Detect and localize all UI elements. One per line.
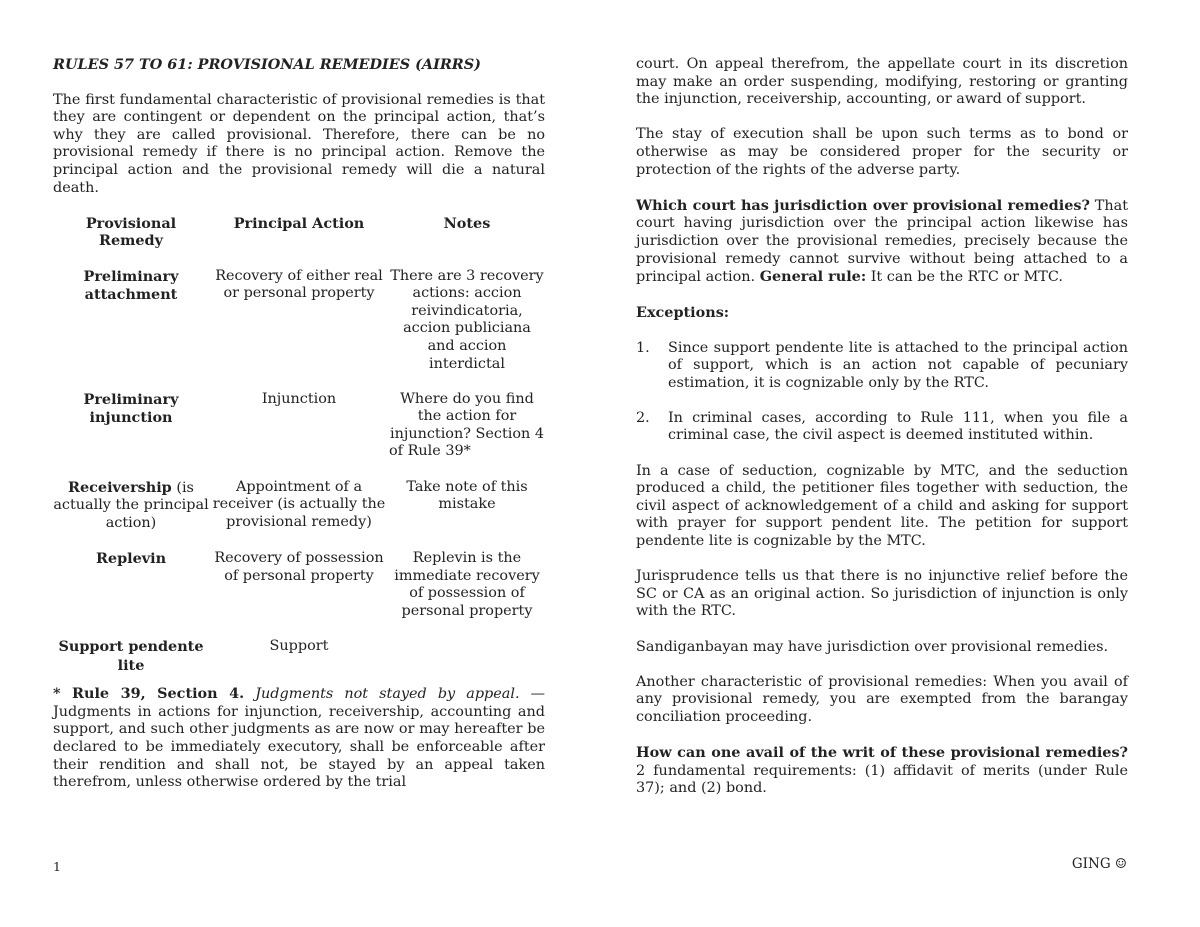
remedy-cell	[53, 479, 209, 550]
table-row	[53, 479, 545, 550]
rule39-heading: Judgments not stayed by appeal.	[244, 686, 520, 703]
document-title: RULES 57 TO 61: PROVISIONAL REMEDIES (AIRRS)	[53, 56, 481, 73]
exceptions-heading: Exceptions:	[636, 304, 730, 322]
table-row	[53, 391, 545, 479]
table-row	[53, 638, 545, 685]
barangay-paragraph: Another characteristic of provisional remedies: When you avail of any provisional remedy, you are exempted from the barangay conciliation proceeding.	[636, 673, 1128, 725]
remedy-cell	[53, 268, 209, 391]
principal-action-cell: Appointment of a receiver (is actually the provisional remedy)	[212, 478, 386, 530]
table-header-row	[53, 215, 545, 268]
rule39-label: * Rule 39, Section 4.	[53, 685, 245, 703]
list-number: 1.	[636, 339, 650, 356]
remedy-cell	[53, 550, 209, 638]
table-row	[53, 550, 545, 638]
list-text: Since support pendente lite is attached to the principal action of support, which is an action not capable of pecuniary estimation, it is cognizable only by the RTC.	[668, 339, 1128, 391]
appeal-paragraph: court. On appeal therefrom, the appellate court in its discretion may make an order suspending, modifying, restoring or granting the injunction, receivership, accounting, or award of support.	[636, 56, 1128, 108]
remedy-cell	[53, 638, 209, 685]
right-column	[636, 56, 1128, 798]
stay-execution-paragraph: The stay of execution shall be upon such terms as to bond or otherwise as may be considered proper for the security or protection of the rights of the adverse party.	[636, 126, 1128, 178]
list-number: 2.	[636, 409, 650, 426]
notes-cell	[389, 638, 545, 685]
remedy-name: Preliminary injunction	[83, 390, 179, 427]
seduction-paragraph: In a case of seduction, cognizable by MTC, and the seduction produced a child, the petitioner files together with seduction, the civil aspect of acknowledgement of a child and asking for support with prayer for support pendent lite. The petition for support pendente lite is cognizable by the MTC.	[636, 462, 1128, 550]
notes-cell: Take note of this mistake	[406, 478, 528, 513]
writ-paragraph	[636, 744, 1128, 798]
remedy-name: Replevin	[95, 550, 167, 568]
notes-cell: Where do you find the action for injunction? Section 4 of Rule 39*	[389, 390, 545, 460]
provisional-remedies-table	[53, 215, 545, 685]
principal-action-cell: Recovery of either real or personal property	[215, 267, 383, 302]
writ-question: How can one avail of the writ of these provisional remedies?	[636, 744, 1128, 762]
remedy-name: Support pendente lite	[58, 638, 204, 674]
jurisdiction-paragraph	[636, 197, 1128, 287]
jurisdiction-question: Which court has jurisdiction over provisional remedies?	[636, 196, 1090, 214]
header-provisional-remedy: Provisional Remedy	[85, 214, 177, 250]
left-column	[53, 56, 545, 792]
sandiganbayan-paragraph: Sandiganbayan may have jurisdiction over provisional remedies.	[636, 638, 1109, 655]
remedy-name: Receivership	[68, 478, 172, 496]
list-text: In criminal cases, according to Rule 111, when you file a criminal case, the civil aspect is deemed instituted within.	[668, 409, 1128, 444]
principal-action-cell: Injunction	[261, 390, 337, 407]
list-item	[636, 410, 1128, 445]
remedy-cell	[53, 391, 209, 479]
general-rule-text: It can be the RTC or MTC.	[866, 269, 1063, 286]
remedy-note: (is actually the principal action)	[53, 479, 209, 531]
jurisdiction-answer: That court having jurisdiction over the principal action likewise has jurisdiction over the provisional remedies, precisely because the provisional remedy cannot survive without being attached to a principal action.	[636, 197, 1128, 286]
header-notes: Notes	[443, 214, 491, 232]
rule39-text: — Judgments in actions for injunction, receivership, accounting and support, and such other judgments as are now or may hereafter be declared to be immediately executory, shall be enforceable after their rendition and shall not, be stayed by an appeal taken therefrom, unless otherwise ordered by the trial	[53, 686, 545, 791]
writ-answer: 2 fundamental requirements: (1) affidavit of merits (under Rule 37); and (2) bond.	[636, 762, 1128, 797]
notes-cell: There are 3 recovery actions: accion reivindicatoria, accion publiciana and accion interdictal	[390, 267, 544, 372]
footer-signature: GING ☺	[1071, 856, 1127, 872]
remedy-name: Preliminary attachment	[83, 267, 179, 304]
principal-action-cell: Support	[269, 638, 329, 654]
exceptions-list	[636, 340, 1128, 446]
jurisprudence-paragraph: Jurisprudence tells us that there is no injunctive relief before the SC or CA as an original action. So jurisdiction of injunction is only with the RTC.	[636, 568, 1128, 620]
rule39-paragraph	[53, 685, 545, 792]
intro-paragraph: The first fundamental characteristic of provisional remedies is that they are contingent or dependent on the principal action, that’s why they are called provisional. Therefore, there can be no provisional remedy if there is no principal action. Remove the principal action and the provisional remedy will die a natural death.	[53, 91, 545, 196]
page-number: 1	[53, 859, 61, 874]
general-rule-label: General rule:	[759, 268, 867, 286]
header-principal-action: Principal Action	[233, 214, 365, 232]
notes-cell: Replevin is the immediate recovery of possession of personal property	[394, 550, 540, 619]
list-item	[636, 340, 1128, 393]
principal-action-cell: Recovery of possession of personal property	[214, 550, 384, 584]
table-row	[53, 268, 545, 391]
